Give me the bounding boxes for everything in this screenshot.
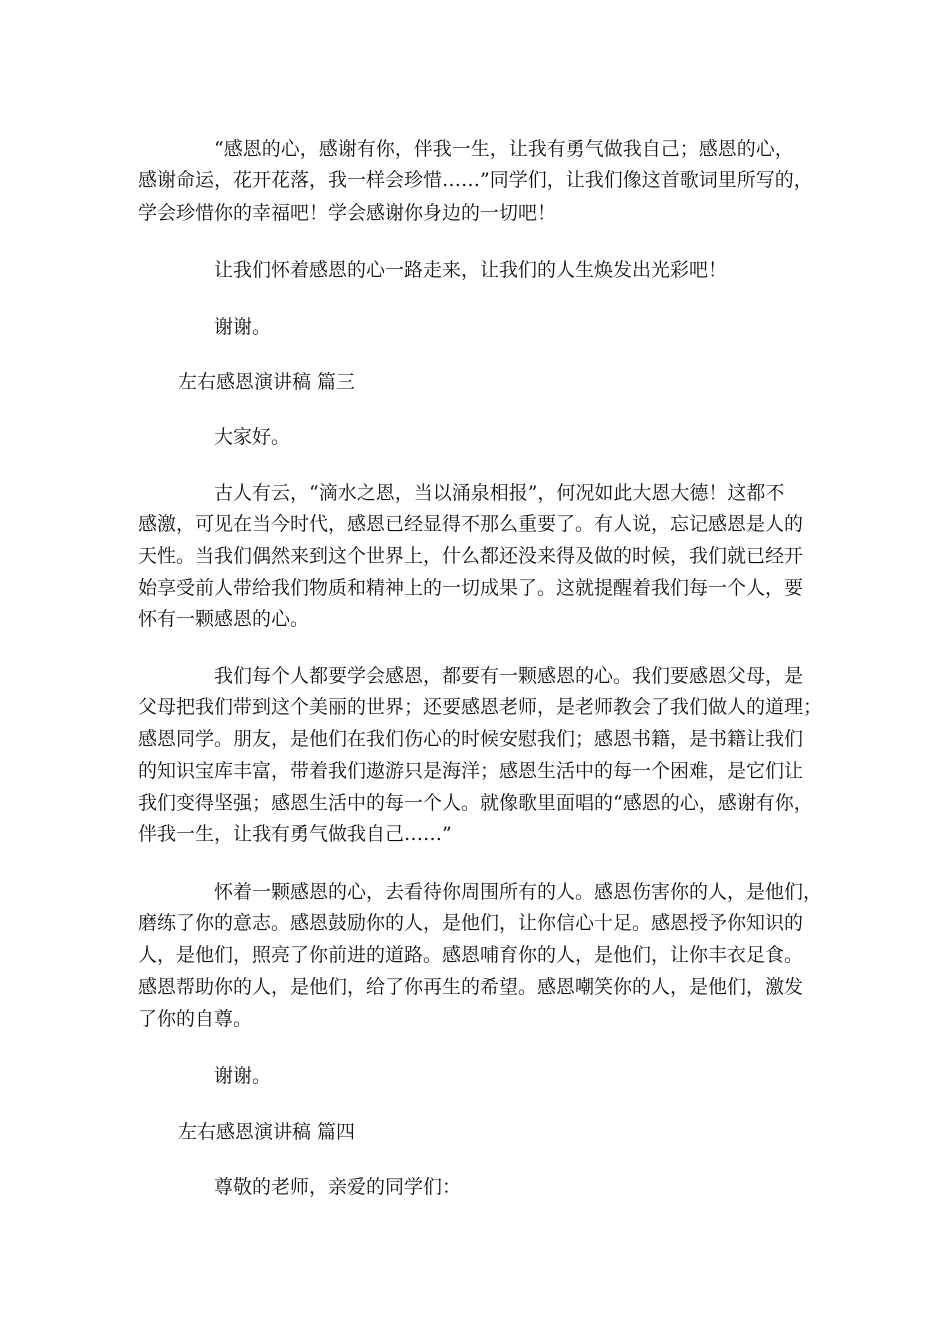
- text-line: 人，是他们，照亮了你前进的道路。感恩哺育你的人，是他们，让你丰衣足食。: [138, 944, 804, 966]
- text-line: 感谢命运，花开花落，我一样会珍惜……”同学们，让我们像这首歌词里所写的，: [138, 169, 813, 191]
- text-line: “感恩的心，感谢有你，伴我一生，让我有勇气做我自己；感恩的心，: [214, 138, 794, 160]
- section-heading: 左右感恩演讲稿 篇三: [178, 371, 356, 393]
- section-heading: 左右感恩演讲稿 篇四: [178, 1121, 356, 1143]
- text-line: 感恩帮助你的人，是他们，给了你再生的希望。感恩嘲笑你的人，是他们，激发: [138, 976, 804, 998]
- text-line: 始享受前人带给我们物质和精神上的一切成果了。这就提醒着我们每一个人，要: [138, 577, 804, 599]
- text-line: 谢谢。: [214, 316, 272, 338]
- text-line: 怀着一颗感恩的心，去看待你周围所有的人。感恩伤害你的人，是他们，: [214, 881, 823, 903]
- text-line: 了你的自尊。: [138, 1008, 253, 1030]
- text-line: 怀有一颗感恩的心。: [138, 608, 310, 630]
- text-line: 学会珍惜你的幸福吧！学会感谢你身边的一切吧！: [138, 202, 557, 224]
- text-line: 磨练了你的意志。感恩鼓励你的人，是他们，让你信心十足。感恩授予你知识的: [138, 912, 804, 934]
- text-line: 谢谢。: [214, 1065, 272, 1087]
- text-line: 天性。当我们偶然来到这个世界上，什么都还没来得及做的时候，我们就已经开: [138, 545, 804, 567]
- text-line: 我们每个人都要学会感恩，都要有一颗感恩的心。我们要感恩父母，是: [214, 665, 804, 687]
- text-line: 大家好。: [214, 426, 291, 448]
- text-line: 感激，可见在当今时代，感恩已经显得不那么重要了。有人说，忘记感恩是人的: [138, 513, 804, 535]
- text-line: 感恩同学。朋友，是他们在我们伤心的时候安慰我们；感恩书籍，是书籍让我们: [138, 728, 804, 750]
- text-line: 伴我一生，让我有勇气做我自己……”: [138, 823, 452, 845]
- text-line: 尊敬的老师，亲爱的同学们：: [214, 1176, 462, 1198]
- text-line: 古人有云，“滴水之恩，当以涌泉相报”，何况如此大恩大德！这都不: [214, 482, 785, 504]
- text-line: 的知识宝库丰富，带着我们遨游只是海洋；感恩生活中的每一个困难，是它们让: [138, 760, 804, 782]
- text-line: 我们变得坚强；感恩生活中的每一个人。就像歌里面唱的“感恩的心，感谢有你，: [138, 792, 813, 814]
- text-line: 父母把我们带到这个美丽的世界；还要感恩老师，是老师教会了我们做人的道理；: [138, 696, 823, 718]
- text-line: 让我们怀着感恩的心一路走来，让我们的人生焕发出光彩吧！: [214, 259, 728, 281]
